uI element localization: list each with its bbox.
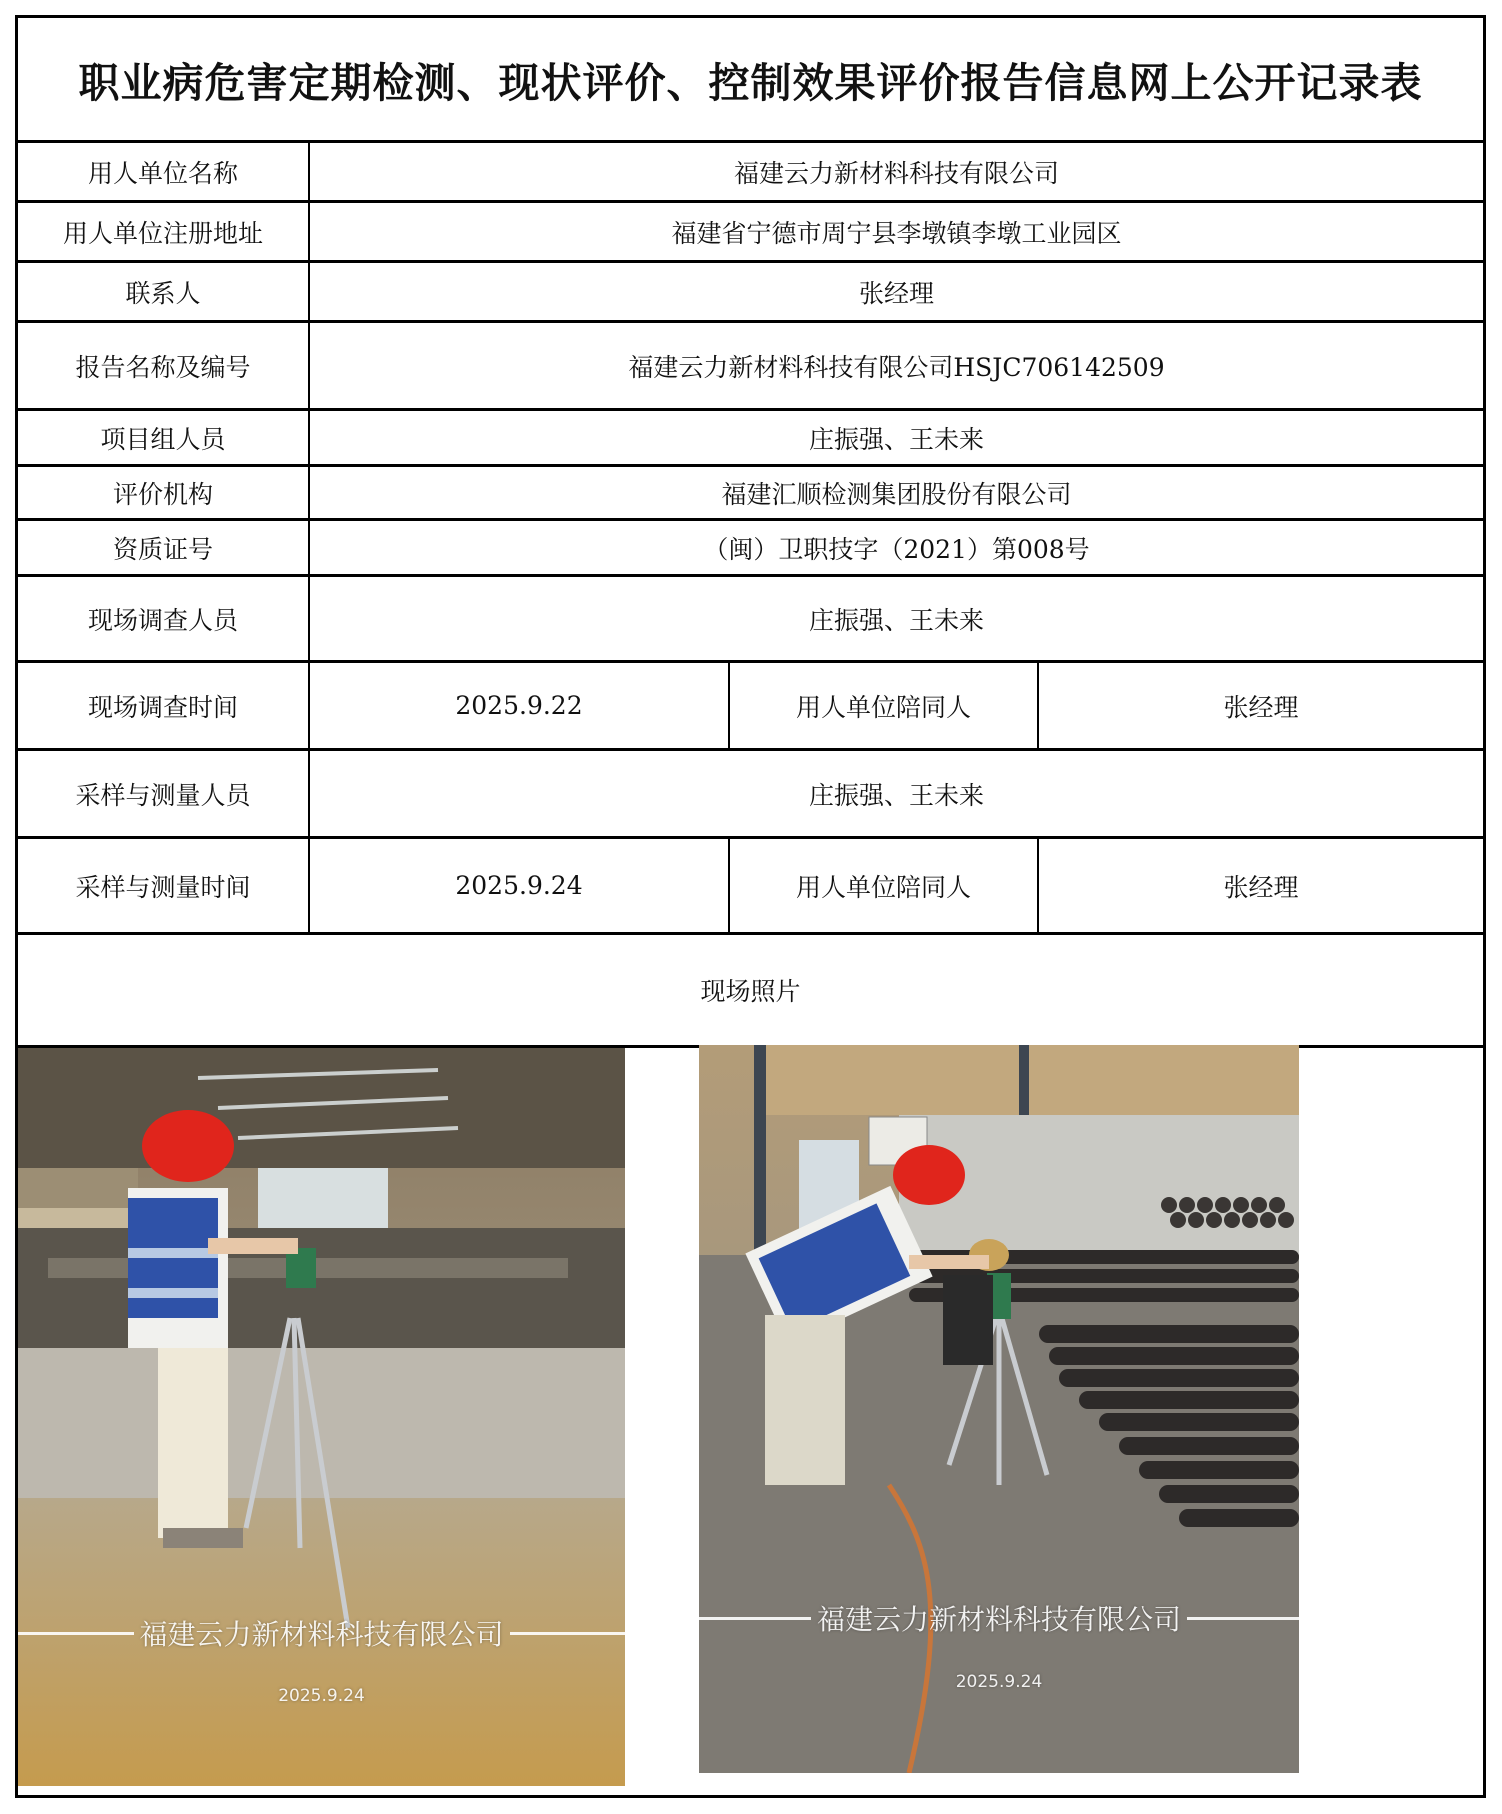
photo-2-date: 2025.9.24: [955, 1672, 1043, 1692]
row-registered-address: [18, 203, 1483, 263]
watermark-rule-right: [510, 1632, 625, 1635]
site-photo-2-image: [699, 1045, 1299, 1773]
label-report-name: 报告名称及编号: [18, 323, 310, 408]
row-project-team: [18, 411, 1483, 467]
label-registered-address: 用人单位注册地址: [18, 203, 310, 260]
site-photo-1-image: [18, 1048, 625, 1786]
row-survey-time: [18, 663, 1483, 751]
label-sampling-time: 采样与测量时间: [18, 839, 310, 932]
site-photo-2: [699, 1045, 1299, 1773]
photos-heading: 现场照片: [18, 935, 1483, 1048]
label-project-team: 项目组人员: [18, 411, 310, 464]
value-report-name: 福建云力新材料科技有限公司HSJC706142509: [628, 352, 1165, 382]
value-sampling-staff: 庄振强、王未来: [808, 780, 984, 810]
photo-2-watermark: 福建云力新材料科技有限公司: [699, 1598, 1299, 1638]
value-survey-time: 2025.9.22: [310, 663, 730, 748]
label-qualification-no: 资质证号: [18, 521, 310, 574]
value-project-team: 庄振强、王未来: [808, 424, 984, 454]
site-photo-1: [18, 1048, 625, 1786]
row-employer-name: [18, 143, 1483, 203]
label-employer-name: 用人单位名称: [18, 143, 310, 200]
label-sampling-staff: 采样与测量人员: [18, 751, 310, 836]
label-evaluation-org: 评价机构: [18, 467, 310, 518]
photo-1-date: 2025.9.24: [278, 1686, 365, 1706]
label-survey-companion: 用人单位陪同人: [730, 663, 1039, 748]
row-contact: [18, 263, 1483, 323]
value-qualification-no: （闽）卫职技字（2021）第008号: [703, 534, 1090, 564]
label-survey-staff: 现场调查人员: [18, 577, 310, 660]
row-sampling-time: [18, 839, 1483, 935]
value-survey-companion: 张经理: [1223, 692, 1299, 722]
watermark-rule-right: [1187, 1617, 1299, 1620]
row-report-name: [18, 323, 1483, 411]
value-sampling-time: 2025.9.24: [310, 839, 730, 932]
label-sampling-companion: 用人单位陪同人: [730, 839, 1039, 932]
value-registered-address: 福建省宁德市周宁县李墩镇李墩工业园区: [671, 218, 1122, 248]
photo-1-watermark: 福建云力新材料科技有限公司: [18, 1613, 625, 1653]
label-contact: 联系人: [18, 263, 310, 320]
page-title: 职业病危害定期检测、现状评价、控制效果评价报告信息网上公开记录表: [18, 18, 1483, 143]
record-table: [15, 15, 1486, 1798]
value-survey-staff: 庄振强、王未来: [808, 605, 984, 635]
watermark-rule-left: [699, 1617, 811, 1620]
value-sampling-companion: 张经理: [1223, 872, 1299, 902]
value-contact: 张经理: [858, 278, 934, 308]
row-survey-staff: [18, 577, 1483, 663]
value-employer-name: 福建云力新材料科技有限公司: [733, 158, 1059, 188]
watermark-rule-left: [18, 1632, 134, 1635]
row-qualification-no: [18, 521, 1483, 577]
value-evaluation-org: 福建汇顺检测集团股份有限公司: [721, 479, 1072, 509]
row-sampling-staff: [18, 751, 1483, 839]
label-survey-time: 现场调查时间: [18, 663, 310, 748]
row-evaluation-org: [18, 467, 1483, 521]
